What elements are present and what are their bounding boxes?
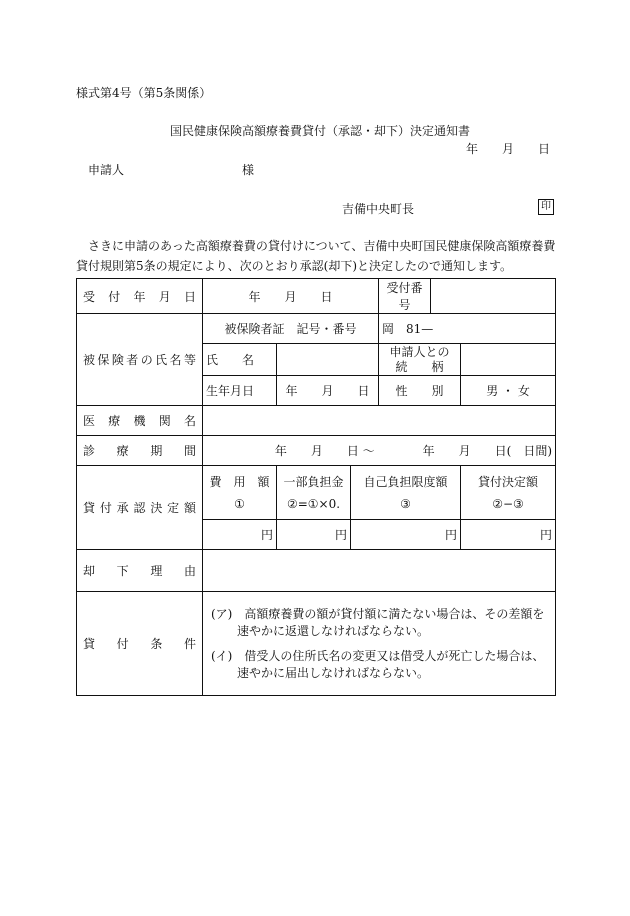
receipt-date-label: 受付年月日 bbox=[77, 279, 203, 314]
insured-name-label: 被保険者の氏名等 bbox=[77, 314, 203, 406]
loan-conditions-label: 貸付条件 bbox=[77, 592, 203, 696]
birthdate-field[interactable]: 年 月 日 bbox=[277, 376, 379, 406]
condition-i: (イ) 借受人の住所氏名の変更又は借受人が死亡した場合は、速やかに届出しなければならない。 bbox=[211, 648, 545, 680]
issuer-name: 吉備中央町長 bbox=[342, 202, 415, 216]
loan-decision-amount-field[interactable]: 円 bbox=[461, 520, 556, 550]
gender-label: 性 別 bbox=[379, 376, 461, 406]
treatment-period-field[interactable]: 年 月 日 ～ 年 月 日( 日間) bbox=[203, 436, 556, 466]
decision-table bbox=[76, 278, 556, 696]
form-number: 様式第4号（第5条関係） bbox=[76, 86, 212, 100]
cost-header: 費 用 額 ① bbox=[203, 466, 277, 520]
condition-a: (ア) 高額療養費の額が貸付額に満たない場合は、その差額を速やかに返還しなければならない。 bbox=[211, 606, 545, 638]
document-title: 国民健康保険高額療養費貸付（承認・却下）決定通知書 bbox=[170, 124, 471, 138]
rejection-reason-label: 却下理由 bbox=[77, 550, 203, 592]
gender-field[interactable]: 男 ・ 女 bbox=[461, 376, 556, 406]
insurance-card-label: 被保険者証 記号・番号 bbox=[203, 314, 379, 344]
self-limit-amount-field[interactable]: 円 bbox=[351, 520, 461, 550]
receipt-number-field[interactable] bbox=[431, 279, 556, 314]
relation-label: 申請人との 続 柄 bbox=[379, 344, 461, 376]
receipt-number-label: 受付番号 bbox=[379, 279, 431, 314]
notification-text: さきに申請のあった高額療養費の貸付けについて、吉備中央町国民健康保険高額療養費貸付規則第5条の規定により、次のとおり承認(却下)と決定したので通知します。 bbox=[76, 239, 556, 273]
name-field[interactable] bbox=[277, 344, 379, 376]
honorific: 様 bbox=[242, 163, 255, 177]
receipt-date-field[interactable]: 年 月 日 bbox=[203, 279, 379, 314]
birthdate-label: 生年月日 bbox=[203, 376, 277, 406]
loan-conditions-text bbox=[203, 592, 556, 696]
copay-header: 一部負担金 ②=①×0. bbox=[277, 466, 351, 520]
treatment-period-label: 診療期間 bbox=[77, 436, 203, 466]
copay-amount-field[interactable]: 円 bbox=[277, 520, 351, 550]
rejection-reason-field[interactable] bbox=[203, 550, 556, 592]
insurance-card-field[interactable]: 岡 81— bbox=[379, 314, 556, 344]
relation-field[interactable] bbox=[461, 344, 556, 376]
cost-amount-field[interactable]: 円 bbox=[203, 520, 277, 550]
applicant-label: 申請人 bbox=[88, 163, 125, 177]
issue-date: 年 月 日 bbox=[466, 142, 551, 156]
medical-institution-label: 医療機関名 bbox=[77, 406, 203, 436]
loan-amount-label: 貸付承認決定額 bbox=[77, 466, 203, 550]
loan-decision-header: 貸付決定額 ②−③ bbox=[461, 466, 556, 520]
name-label: 氏 名 bbox=[203, 344, 277, 376]
self-limit-header: 自己負担限度額 ③ bbox=[351, 466, 461, 520]
medical-institution-field[interactable] bbox=[203, 406, 556, 436]
seal-mark: 印 bbox=[538, 199, 554, 215]
